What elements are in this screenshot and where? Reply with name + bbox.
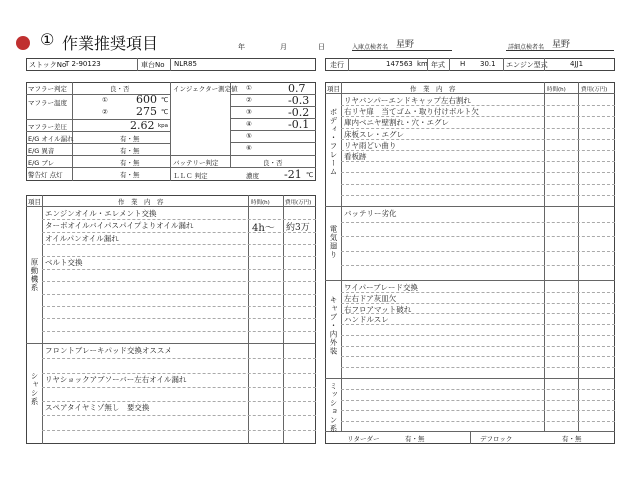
- row-rule: [341, 195, 615, 196]
- row-rule: [341, 335, 615, 336]
- injector-no: ④: [246, 120, 252, 128]
- inspector2-label: 詳細点検者名: [508, 44, 545, 51]
- car-value: NLR85: [174, 60, 197, 68]
- row-rule: [341, 251, 615, 252]
- right-table-row: 右フロアマット破れ: [344, 304, 412, 314]
- right-col-item: 項目: [327, 85, 340, 93]
- muffler-temp-label: マフラー温度: [28, 99, 67, 107]
- warn-opts: 有・無: [120, 171, 140, 179]
- row-rule: [341, 367, 615, 368]
- muffler-temp2: 275: [136, 105, 157, 118]
- header-icon: [16, 36, 30, 50]
- row-rule: [341, 105, 615, 106]
- left-table-row: リヤショックアブソーバー左右オイル漏れ: [45, 374, 187, 384]
- row-rule: [341, 172, 615, 173]
- muffler-temp2-unit: ℃: [161, 108, 169, 116]
- muffler-judge-opts: 良・否: [110, 85, 130, 93]
- row-rule: [42, 306, 316, 307]
- left-sec1-label: 原動機系: [30, 258, 39, 292]
- car-label: 車台No: [141, 61, 165, 69]
- injector-rule: [230, 118, 316, 119]
- warn-label: 警告灯 点灯: [28, 171, 63, 179]
- left-col-time: 時間(h): [251, 200, 270, 206]
- row-rule: [42, 232, 316, 233]
- injector-rule: [230, 130, 316, 131]
- llc-label: ＬＬＣ 判定: [173, 172, 208, 180]
- mileage-unit: km: [417, 60, 428, 68]
- row-rule: [341, 356, 615, 357]
- injector-label: インジェクター測定値: [173, 85, 238, 93]
- injector-no: ②: [246, 96, 252, 104]
- row-rule: [42, 358, 316, 359]
- inspector1-name: 星野: [396, 40, 415, 50]
- row-rule: [42, 430, 316, 431]
- muffler-temp1-no: ①: [102, 96, 108, 104]
- row-rule: [341, 139, 615, 140]
- row-rule: [42, 256, 316, 257]
- engine-value: 4JJ1: [570, 60, 584, 68]
- row-rule: [341, 265, 615, 266]
- year-label: 年式: [431, 61, 445, 69]
- left-table-row: スペアタイヤミゾ無し 要交換: [45, 403, 150, 413]
- row-rule: [341, 410, 615, 411]
- right-sec4-label: ミッション系: [329, 382, 338, 433]
- form-number: ①: [40, 30, 55, 49]
- row-rule: [341, 236, 615, 237]
- muffler-diff-unit: kpa: [158, 123, 169, 129]
- row-rule: [42, 373, 316, 374]
- injector-value: -0.2: [288, 106, 310, 119]
- right-col-content: 作 業 内 容: [410, 85, 456, 93]
- inspector2-name: 星野: [552, 40, 571, 50]
- difflock-opts: 有・無: [562, 435, 582, 443]
- muffler-diff-label: マフラー差圧: [28, 123, 67, 131]
- eg-noise-opts: 有・無: [120, 147, 140, 155]
- muffler-temp1: 600: [136, 93, 157, 106]
- row-rule: [42, 318, 316, 319]
- row-rule: [42, 281, 316, 282]
- row-rule: [341, 128, 615, 129]
- left-col-content: 作 業 内 容: [118, 198, 164, 206]
- right-sec1-label: ボディ・フレーム: [329, 108, 338, 176]
- stock-value: T 2-90123: [65, 60, 101, 68]
- muffler-temp2-no: ②: [102, 108, 108, 116]
- row-rule: [341, 313, 615, 314]
- left-table-row: ターボオイルバイパスパイプよりオイル漏れ: [45, 221, 194, 231]
- right-col-cost: 費用(万円): [581, 87, 608, 93]
- injector-value: -0.3: [288, 94, 310, 107]
- left-table-row: ベルト交換: [45, 258, 83, 268]
- injector-no: ①: [246, 84, 252, 92]
- row-rule: [341, 400, 615, 401]
- right-table-row: バッテリー劣化: [344, 209, 397, 218]
- row-rule: [42, 387, 316, 388]
- left-sec1-cost: 約3万: [286, 223, 310, 233]
- battery-label: バッテリー判定: [173, 159, 219, 167]
- right-sec2-label: 電気廻り: [329, 225, 338, 259]
- row-rule: [341, 324, 615, 325]
- right-table-row: 床板スレ・エグレ: [344, 129, 404, 139]
- difflock-label: デフロック: [480, 435, 513, 443]
- form-title: 作業推奨項目: [62, 34, 159, 53]
- llc-unit: ℃: [306, 171, 314, 179]
- row-rule: [341, 222, 615, 223]
- right-table-row: 左右ドア灰皿欠: [344, 293, 397, 303]
- row-rule: [341, 161, 615, 162]
- llc-value: -21: [284, 168, 302, 181]
- date-month: 月: [280, 43, 287, 51]
- row-rule: [42, 269, 316, 270]
- row-rule: [42, 415, 316, 416]
- right-table-row: リヤ雨どい曲り: [344, 140, 397, 150]
- injector-no: ③: [246, 108, 252, 116]
- muffler-temp1-unit: ℃: [161, 96, 169, 104]
- inspector1-label: 入庫点検者名: [352, 44, 389, 51]
- row-rule: [341, 346, 615, 347]
- left-col-item: 項目: [28, 198, 41, 206]
- right-table-row: 庫内ベニヤ壁割れ・穴・エグレ: [344, 118, 449, 128]
- date-year: 年: [238, 43, 245, 51]
- right-table-row: ワイパーブレード交換: [344, 283, 418, 292]
- date-day: 日: [318, 43, 325, 51]
- eg-oil-opts: 有・無: [120, 135, 140, 143]
- row-rule: [341, 389, 615, 390]
- right-table-row: 看板跡: [344, 152, 367, 161]
- year-era: H: [460, 60, 466, 68]
- left-table-row: オイルパンオイル漏れ: [45, 233, 119, 243]
- left-table-row: エンジンオイル・エレメント交換: [45, 209, 157, 218]
- eg-shake-opts: 有・無: [120, 159, 140, 167]
- eg-oil-label: E/G オイル漏れ: [28, 135, 74, 143]
- row-rule: [341, 150, 615, 151]
- engine-label: エンジン型式: [506, 61, 548, 69]
- right-table-row: ハンドルスレ: [344, 315, 389, 325]
- row-rule: [42, 331, 316, 332]
- battery-opts: 良・否: [263, 159, 283, 167]
- injector-no: ⑤: [246, 132, 252, 140]
- injector-value: 0.7: [288, 82, 306, 95]
- row-rule: [341, 116, 615, 117]
- injector-rule: [230, 106, 316, 107]
- injector-no: ⑥: [246, 144, 252, 152]
- row-rule: [42, 219, 316, 220]
- row-rule: [341, 292, 615, 293]
- injector-value: -0.1: [288, 118, 310, 131]
- llc-density-label: 濃度: [246, 172, 259, 180]
- mileage-value: 147563: [386, 60, 413, 68]
- row-rule: [42, 294, 316, 295]
- mileage-label: 走行: [330, 61, 344, 69]
- right-sec3-label: キャブ・内外装: [329, 296, 338, 356]
- row-rule: [341, 421, 615, 422]
- eg-noise-label: E/G 異音: [28, 147, 55, 155]
- row-rule: [42, 244, 316, 245]
- injector-rule: [230, 142, 316, 143]
- left-table-row: フロントブレーキパッド交換オススメ: [45, 346, 172, 355]
- row-rule: [341, 303, 615, 304]
- eg-shake-label: E/G ブレ: [28, 159, 55, 167]
- row-rule: [341, 184, 615, 185]
- retarder-opts: 有・無: [405, 435, 425, 443]
- right-table-row: 右リヤ扉 当てゴム・取り付けボルト欠: [344, 107, 479, 117]
- muffler-judge-label: マフラー判定: [28, 85, 67, 93]
- left-col-cost: 費用(万円): [285, 200, 312, 206]
- muffler-diff: 2.62: [130, 119, 155, 132]
- injector-rule: [230, 94, 316, 95]
- left-sec1-time: 4h〜: [252, 223, 275, 234]
- year-value: 30.1: [480, 60, 496, 68]
- right-table-row: リヤバンパーエンドキャップ左右割れ: [344, 96, 471, 105]
- retarder-label: リターダー: [347, 435, 380, 443]
- right-col-time: 時間(h): [547, 87, 566, 93]
- left-sec2-label: シャシ系: [30, 372, 39, 406]
- row-rule: [42, 401, 316, 402]
- stock-label: ストックNo: [29, 61, 67, 69]
